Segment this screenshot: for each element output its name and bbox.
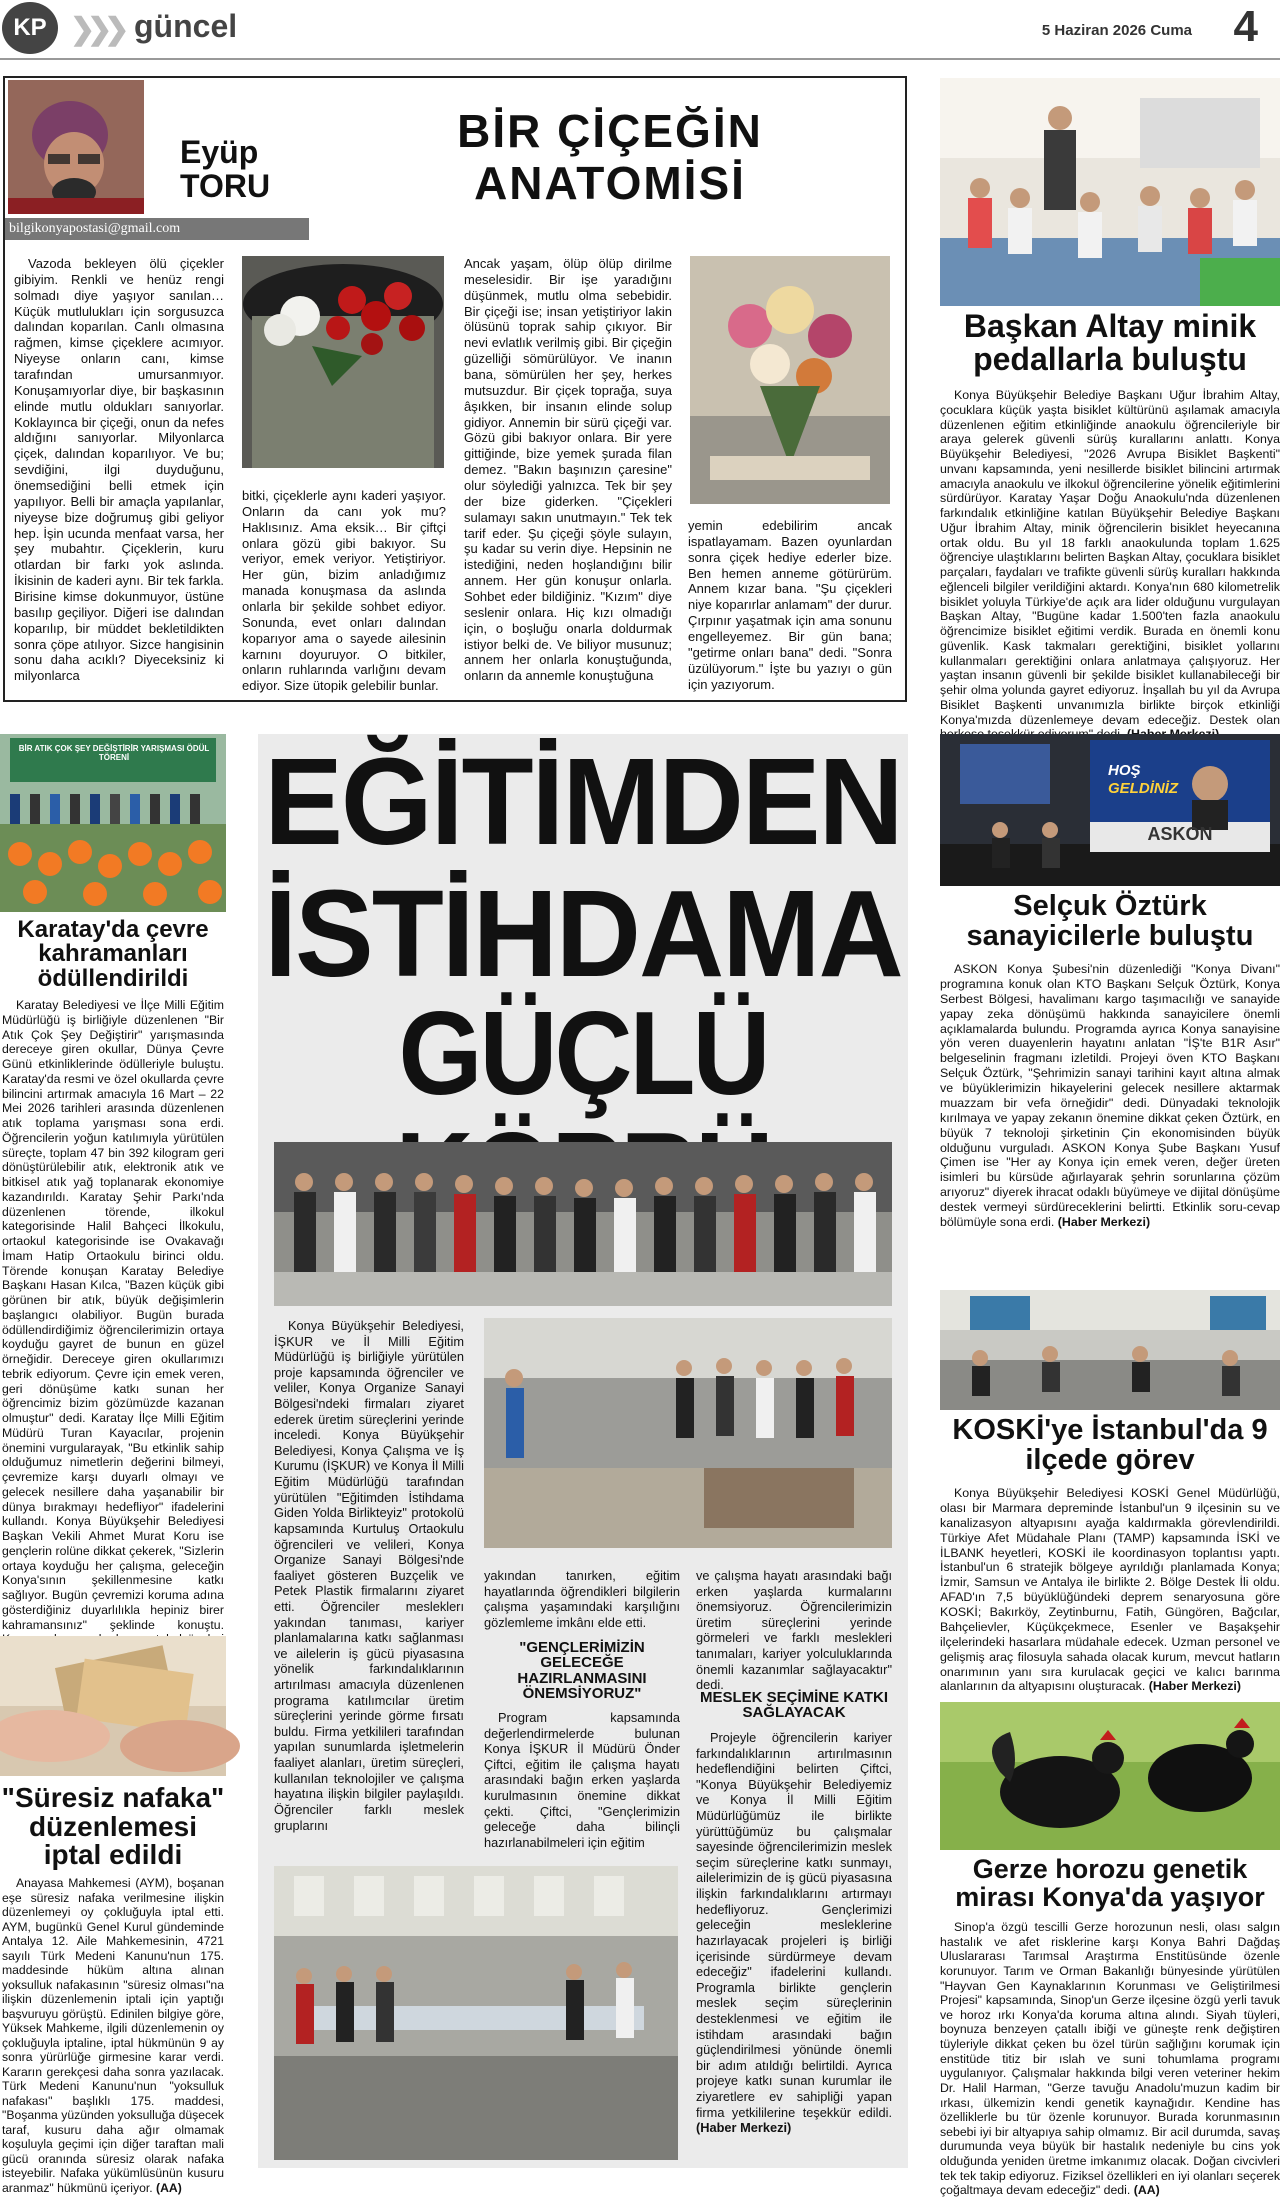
- main-title-line2: İSTİHDAMA: [264, 864, 902, 1004]
- nafaka-title: "Süresiz nafaka" düzenlemesi iptal edildi: [1, 1782, 225, 1871]
- chevrons-icon: ❯❯❯: [70, 13, 122, 46]
- selcuk-body: ASKON Konya Şubesi'nin düzenlediği "Konya Divanı" programına konuk olan KTO Başkanı Selçuk Öztürk, Konya Serbest Bölgesi, havalimanı kargo taşımacılığı ve sanayide yapay zeka dönüşümü hakkında sanayicilere önemli açıklamalarda bulundu. Programda ayrıca Konya sanayisine yön veren duayenlerin hayatını anlatan "İŞ'te B1R Asır" belgeselinin fragmanı izletildi. Projeyi öven KTO Başkanı Selçuk Öztürk, "Şehrimizin sanayi tarihini kayıt altına almak ve büyüklerimizin hikayelerini gelecek nesillere aktarmak muazzam bir vefa örneğidir" dedi. Dünyadaki teknolojik kırılmaya ve yapay zekanın önemine dikkat çeken Öztürk, en büyük 7 teknoloji şirketinin Çin ekonomisinden büyük olduğunu vurguladı. ASKON Konya Şube Başkanı Yusuf Çimen ise "Her ay Konya için emek veren, değer üreten isimleri bu kürsüde ağırlayarak şehrin sorunlarına çözüm arıyoruz" diyerek ihracat odaklı büyümeye ve dijital dönüşüme destek vermeyi sürdüreceklerini belirtti. Etkinlik soru-cevap bölümüyle sona erdi. (Haber Merkezi): [940, 962, 1280, 1229]
- column-text-col1: Vazoda bekleyen ölü çiçekler gibiyim. Renkli ve henüz rengi solmadı diye yaşıyor sanılan… Küçük mutlulukları için sorgusuzca dalından koparılan. Canlı olmasına rağmen, kimse çiçeklere acımıyor. Niyeyse onların canı, kimse tarafından umursanmıyor. Konuşamıyorlar diye, bir başkasının elinde mutlu oldukları sanıyorlar. Koklayınca bir çiçeği, onun da nefes aldığını sanıyorlar. Milyonlarca çiçek, dalından koparılıyor. Ve bu; sevdiğini, ilgi duyduğunu, önemsediğini belli etmek için yapılıyor. Belli bir amaçla yapılanlar, niyeyse bize doğrumuş gibi geliyor hep. İşin ucunda menfaat varsa, her şey mubahtır. Çiçeklerin, kuru otlardan bir farkı yok aslında. İkisinin de kaderi aynı. Bir tek farkla. Birisine kimse dokunmuyor, üstüne basılıp geçiliyor. Diğeri ise dalından koparılıp, bir müddet bekletildikten sonra çöpe atılıyor. Sizce hangisinin sonu daha acıklı? Diyeceksiniz ki milyonlarca: [14, 256, 224, 684]
- bouquet-photo: [690, 256, 890, 504]
- production-line-photo: [274, 1866, 678, 2160]
- author-email[interactable]: bilgikonyapostasi@gmail.com: [5, 218, 309, 240]
- group-photo: [274, 1142, 892, 1306]
- column-title-line1: BİR ÇİÇEĞİN: [457, 105, 763, 157]
- column-text-col4: yemin edebilirim ancak ispatlayamam. Bazen oyunlardan sonra çiçek hediye ederler bize. Ben hemen anneme götürürüm. Annem kızar bana. "Şu çiçekleri niye koparırlar anlamam" der durur. Çırpınır yaşatmak için ama sonunu engelleyemez. Bir gün bana; "getirme onları bana" dedi. "Sonra üzülüyorum." İşte bu yazıyı o gün için yazıyorum.: [688, 518, 892, 692]
- main-subhead-1: "GENÇLERİMİZİN GELECEĞE HAZIRLANMASINI ÖNEMSİYORUZ": [517, 1639, 647, 1702]
- main-text-col1: Konya Büyükşehir Belediyesi, İŞKUR ve İl Milli Eğitim Müdürlüğü iş birliğiyle yürütülen proje kapsamında öğrenciler ve veliler, Konya Organize Sanayi Bölgesi'ndeki firmaları ziyaret ederek üretim süreçlerini yerinde inceledi. Konya Büyükşehir Belediyesi, Konya Çalışma ve İş Kurumu (İŞKUR) ve Konya İl Milli Eğitim Müdürlüğü tarafından yürütülen "Eğitimden İstihdama Giden Yolda Birlikteyiz" protokolü kapsamında Kurtuluş Ortaokulu öğrencileri ve velileri, Konya Organize Sanayi Bölgesi'nde faaliyet gösteren Buzçelik ve Petek Plastik firmalarını ziyaret etti. Öğrenciler mesleklerı yakından tanıması, kariyer planlamalarına katkı sağlanması ve ailelerin iş gücü piyasasına yönelik farkındalıklarının artırılması amacıyla düzenlenen programa katılımcılar üretim süreçlerini yerinde görme fırsatı buldu. Firma yetkilileri tarafından yapılan sunumlarda işletmelerin faaliyet alanları, üretim süreçleri, kullanılan teknolojiler ve çalışma hayatına ilişkin bilgiler paylaşıldı. Öğrenciler farklı meslek gruplarını: [274, 1318, 464, 1833]
- koski-meeting-photo: [940, 1290, 1280, 1410]
- main-title-line3: GÜÇLÜ: [398, 986, 768, 1120]
- nafaka-body: Anayasa Mahkemesi (AYM), boşanan eşe süresiz nafaka verilmesine ilişkin düzenlemeyi oy çokluğuyla iptal etti. AYM, bugünkü Genel Kurul gündeminde Antalya 12. Aile Mahkemesinin, 4721 sayılı Türk Medeni Kanunu'nun 175. maddesinde hüküm altına alınan yoksulluk nafakasının "süresiz olması"na ilişkin düzenlemenin iptali için yaptığı başvuruyu görüştü. Edinilen bilgiye göre, Yüksek Mahkeme, ilgili düzenlemenin oy çokluğuyla iptaline, iptal hükmünün 9 ay sonra yürürlüğe girmesine karar verdi. Kararın gerekçesi daha sonra yazılacak. Türk Medeni Kanunu'nun "yoksulluk nafakası" başlıklı 175. maddesi, "Boşanma yüzünden yoksulluğa düşecek taraf, kusuru daha ağır olmamak koşuluyla geçimi için diğer taraftan mali gücü oranında süresiz olarak nafaka isteyebilir. Nafaka yükümlüsünün kusuru aranmaz" hükmünü içeriyor. (AA): [2, 1876, 224, 2195]
- karatay-body: Karatay Belediyesi ve İlçe Milli Eğitim Müdürlüğü iş birliğiyle düzenlenen "Bir Atık Çok Şey Değiştirir" yarışmasında dereceye giren okullar, Dünya Çevre Günü etkinliklerinde ödülleriyle buluştu. Karatay'da resmi ve özel okullarda çevre bilincini artırmak amacıyla 16 Mart – 22 Mei 2026 tarihleri arasında düzenlenen atık toplama yarışması sona erdi. Öğrencilerin yoğun katılımıyla yürütülen süreçte, toplam 47 bin 392 kilogram geri dönüştürülebilir atık, elektronik atık ve bitkisel atık yağ toplanarak ekonomiye kazandırıldı. Karatay Şehir Parkı'nda düzenlenen törende, ilkokul kategorisinde Halil Bahçeci İlkokulu, ortaokul kategorisinde ise Ovakavağı İmam Hatip Ortaokulu birinci oldu. Törende konuşan Karatay Belediye Başkanı Hasan Kılca, "Bazen küçük gibi görünen bir atık, büyük değişimlerin başlangıcı olabiliyor. Bugün burada ödüllendirdiğimiz öğrencilerimizin ortaya koyduğu gayret de bunun en güzel örneğidir. Dereceye giren okullarımızı tebrik ediyorum. Çevre için emek veren, geri dönüşüme katkı sunan her öğrencimiz bizim gözümüzde kazanan olmuştur" dedi. Karatay İlçe Milli Eğitim Müdürü Turan Kayacılar, projenin önemini vurgularayak, "Bu etkinlik sahip olduğumuz nimetlerin değerini bilmeyi, çevremize karşı duyarlı olmayı ve gelecek nesillere daha yaşanabilir bir dünya bırakmayı hedefliyor" ifadelerini kullandı. Konya Büyükşehir Belediyesi Başkan Vekili Ahmet Murat Koru ise gençlerin rolüne dikkat çekerek, "Sizlerin ortaya koyduğu her çalışma, geleceğin Konya'sının şekillenmesine katkı sağlıyor. Bugün çevremizi koruma adına gösterdiğiniz duyarlılıkla hepiniz birer kahramansınız" şeklinde konuştu.: [2, 998, 224, 1632]
- author-first-name: Eyüp: [180, 134, 259, 170]
- kp-logo: KP: [2, 2, 58, 54]
- page-number: 4: [1233, 2, 1258, 51]
- main-text-col2: yakından tanırken, eğitim hayatlarında öğrendikleri bilgilerin çalışma yaşamındaki karşılığını gözlemleme imkânı elde etti.: [484, 1568, 680, 1630]
- column-text-col3: Ancak yaşam, ölüp ölüp dirilme meselesidir. Bir işe yaradığını düşünmek, mutlu olma sebebidir. Bir çiçeği ise; insan yetiştiriyor lakin ölüsünü toprak sahip çıkıyor. Bir nevi evlatlık verilmiş gibi. Bir çiçeğin güzelliği sömürülüyor. Ve inanın bana, sömürülen her şey, herkes mutsuzdur. Bir çiçek toprağa, suya âşıkken, bir insanın elinde solup gidiyor. Annemin bir sürü çiçeği var. Gözü gibi bakıyor onlara. Bir yere gittiğinde, bize yemek şurada filan demez. "Bakın başınızın çaresine" olur söylediği yalnızca. Tek bir şey der bize giderken. "Çiçekleri sulamayı sakın unutmayın." Tek tek tarif eder. Şu çiçeği şöyle sulayın, şu kadar su verin diye. Hepsinin ne istediğini, neden hoşlandığını bilir annem. Her gün konuşur onlarla. Sohbet eder bildiğiniz. "Kızım" diye seslenir onlara. Hiç kızı olmadığı için, o boşluğu onarla doldurmak istiyor belki de. Ve biliyor musunuz; annem her onlarla konuştuğunda, onların da annemle konuştuğuna: [464, 256, 672, 684]
- main-text-col3b: Projeyle öğrencilerin kariyer farkındalıklarının artırılmasının hedeflendiğini belirten Çiftci, "Konya Büyükşehir Belediyemiz ve Konya İl Milli Eğitim Müdürlüğümüz ile birlikte yürüttüğümüz bu çalışmalar sayesinde öğrencilerimizin meslek seçim süreçlerine katkı sunmayı, ailelerimizin de iş gücü piyasasına ilişkin farkındalıklarını artırmayı hedefliyoruz. Gençlerimizi geleceğin mesleklerine hazırlayacak projeleri iş birliği içerisinde sürdürmeye devam edeceğiz" ifadelerini kullandı. Programla birlikte gençlerin meslek seçim süreçlerinin desteklenmesi ve eğitim ile istihdam arasındaki bağın güçlendirilmesi yönünde önemli bir adım atıldığı belirtildi. Ayrıca projeye katkı sunan kurumlar ile ziyaretlere ev sahipliği yapan firma yetkililerine teşekkür edildi. (Haber Merkezi): [696, 1730, 892, 2136]
- karatay-title: Karatay'da çevre kahramanları ödüllendirildi: [17, 916, 209, 992]
- gerze-title: Gerze horozu genetik mirası Konya'da yaşıyor: [955, 1854, 1265, 1912]
- main-text-col3: ve çalışma hayatı arasındaki bağı erken yaşlarda kurmalarını önemsiyoruz. Öğrencilerimizin üretim süreçlerini yerinde görmeleri ve farklı meslekleri tanımaları, kariyer yolculuklarında önemli kazanımlar sağlayacaktır" dedi.: [696, 1568, 892, 1693]
- altay-body: Konya Büyükşehir Belediye Başkanı Uğur İbrahim Altay, çocuklara küçük yaşta bisiklet kültürünü aşılamak amacıyla düzenlenen eğitim etkinliğinde anaokulu öğrencileriyle bir araya gelerek güvenli sürüş kurallarını anlattı. Konya Büyükşehir Belediyesi, "2026 Avrupa Bisiklet Başkenti" unvanı kapsamında, yeni nesillerde bisiklet bilincini artırmak amacıyla anaokulu ve ilkokul öğrencilerine yönelik eğitimlerini sürdürüyor. Karatay Yaşar Doğu Anaokulu'nda düzenlenen farkındalık etkinliğine katılan Büyükşehir Belediye Başkanı Uğur İbrahim Altay, minik öğrencilerin bisiklet heyecanına ortak oldu. Bu yıl 18 farklı anaokulunda toplam 1.625 öğrenciye ulaştıklarını belirten Başkan Altay, çocuklara bisiklet parçaları, faydaları ve trafikte güvenli sürüş kuralları hakkında eğlenceli bilgiler verildiğini aktardı. Konya'nın 680 kilometrelik bisiklet yoluyla Türkiye'de açık ara lider olduğunu vurgulayan Başkan Altay, "Bugüne kadar 1.500'ten fazla anaokulu öğrencimize bisiklet eğitimi verdik. Burada en önemli konu güvenlik. Kask takmaları gerektiğini, bisiklet yollarını kullanmaları gerektiğini onlara anlatmaya çalışıyoruz. Her yaştan insanın güvenli bir şekilde bisiklet kullanabileceği bir şehir olma yolunda gayret ediyoruz. İnşallah bu yıl da Avrupa Bisiklet Başkenti unvanımızla birlikte birçok etkinliği Konya'mızda düzenlemeye devam edeceğiz. Destek olan: [940, 388, 1280, 727]
- header-rule: [0, 58, 1280, 60]
- altay-title: Başkan Altay minik pedallarla buluştu: [963, 308, 1257, 377]
- factory-photo: [484, 1318, 892, 1548]
- koski-title: KOSKİ'ye İstanbul'da 9 ilçede görev: [952, 1414, 1268, 1476]
- section-name: güncel: [134, 8, 238, 44]
- gerze-body: Sinop'a özgü tescilli Gerze horozunun nesli, olası salgın hastalık ve afet risklerine karşı Konya Bahri Dağdaş Uluslararası Tarımsal Araştırma Enstitüsünde özenle korunuyor. Tarım ve Orman Bakanlığı bünyesinde yürütülen "Hayvan Gen Kaynaklarının Korunması ve Geliştirilmesi Projesi" kapsamında, Sinop'un Gerze ilçesine özgü yerli tavuk ve horoz ırkı Konya'da koruma altına alındı. Siyah tüyleri, boynuza benzeyen çatallı ibiği ve güneşte renk değiştiren tüyleriyle dikkat çeken bu özel türün sağlığını korumak için enstitüde titiz bir ıslah ve suni tohumlama programı uygulanıyor. Çalışmalar hakkında bilgi veren veteriner hekim Dr. Halil Harman, "Gerze tavuğu Anadolu'muzun kadim bir ırkası, ülkemizin kendi genetik kaynağıdır. Kendine has özelliklerle bu tür özenle korunuyor. Burada korunmasının sebebi iyi bir altyapıya sahip olmamız. Bir acil durumda, savaş durumunda veya büyük bir hastalık nedeniyle bu cins yok olduğunda yeniden üretme imkanımız olacak. Doğan civcivleri tek tek takip ediyoruz. Fiziksel özellikleri en iyi olanları seçerek çoğaltmaya devam edeceğiz" dedi. (AA): [940, 1920, 1280, 2198]
- selcuk-title: Selçuk Öztürk sanayicilerle buluştu: [966, 890, 1254, 952]
- koski-body: Konya Büyükşehir Belediyesi KOSKİ Genel Müdürlüğü, olası bir Marmara depreminde İstanbul'un 9 ilçesinin su ve kanalizasyon altyapısını ayağa kaldırmakla görevlendirildi. Türkiye Afet Müdahale Planı (TAMP) kapsamında İSKİ ve İLBANK heyetleri, KOSKİ ile koordinasyon toplantısı yaptı. İstanbul'un 6 stratejik bölgeye ayrıldığı planlamada Konya; İzmir, Samsun ve Antalya ile birlikte 2. Bölge Destek İli oldu. AFAD'ın 7,5 büyüklüğündeki deprem senaryosuna göre KOSKİ; Bakırköy, Zeytinburnu, Fatih, Güngören, Bağcılar, Bahçelievler, Küçükçekmece, Esenler ve Başakşehir ilçelerindeki hasarlara müdahale edecek. Uzman personel ve gelişmiş araç filosuyla sahada olacak kurum, mevcut hatların onarımının yanı sıra kurulacak geçici ve kalıcı barınma alanlarının da altyapısını oluşturacak. (Haber Merkezi): [940, 1486, 1280, 1694]
- issue-date: 5 Haziran 2026 Cuma: [1041, 22, 1192, 39]
- column-text-col2: bitki, çiçeklerle aynı kaderi yaşıyor. Onların da canı yok mu? Haklısınız. Ama eksik… Bir çiftçi onlara gözü gibi bakıyor. Su veriyor, emek veriyor. Yetiştiriyor. Her gün, bizim anladığımız manada konuşmasa da aslında onlarla bir şekilde sohbet ediyor. Sonunda, evet onları dalından koparıyor ama o sayede ailesinin karnını doyuruyor. O bitkiler, onların ruhlarında varlığını devam ediyor. Size ütopik gelebilir bunlar.: [242, 488, 446, 694]
- gerze-rooster-photo: [940, 1702, 1280, 1850]
- karatay-photo: [0, 734, 226, 912]
- altay-photo: [940, 78, 1280, 306]
- askon-event-photo: [940, 734, 1280, 886]
- screen-text-line2: GELDİNİZ: [1108, 780, 1178, 797]
- column-title-line2: ANATOMİSİ: [474, 157, 746, 209]
- main-text-col2b: Program kapsamında değerlendirmelerde bulunan Konya İŞKUR İl Müdürü Önder Çiftci, eğitim ile çalışma hayatı arasındaki bağın erken yaşlarda kurulmasının önemine dikkat çekti. Çiftci, "Gençlerimizin geleceğe daha bilinçli hazırlanabilmeleri için eğitim: [484, 1710, 680, 1850]
- main-subhead-2: MESLEK SEÇİMİNE KATKI SAĞLAYACAK: [699, 1689, 889, 1722]
- bin-flowers-photo: [242, 256, 444, 468]
- karatay-banner: BİR ATIK ÇOK ŞEY DEĞİŞTİRİR YARIŞMASI ÖDÜL TÖRENİ: [18, 744, 210, 762]
- author-last-name: TORU: [180, 168, 271, 204]
- nafaka-photo: [0, 1636, 226, 1776]
- author-photo: [8, 80, 144, 214]
- screen-text-line1: HOŞ: [1108, 762, 1141, 779]
- main-title-line1: EĞİTİMDEN: [264, 732, 902, 872]
- askon-logo-text: ASKON: [1147, 824, 1213, 844]
